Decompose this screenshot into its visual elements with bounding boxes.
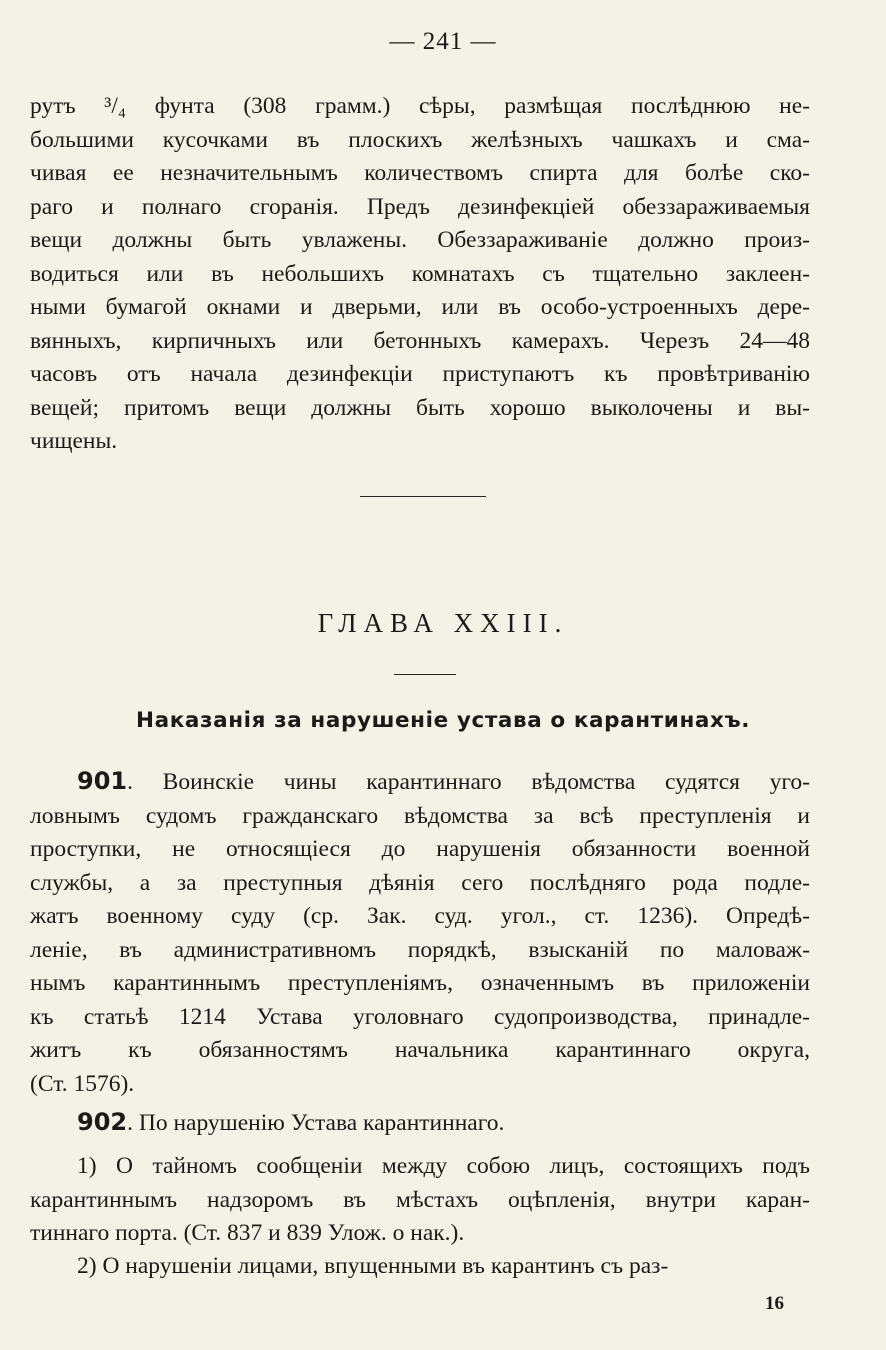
- text-line: раго и полнаго сгоранія. Предъ дезинфекціей обеззараживаемыя: [30, 193, 810, 220]
- text-line: вещей; притомъ вещи должны быть хорошо выколочены и вы-: [30, 394, 810, 421]
- article-number: 902: [77, 1108, 128, 1136]
- text-line: леніе, въ административномъ порядкѣ, взысканій по маловаж-: [30, 936, 810, 963]
- text-line: ловнымъ судомъ гражданскаго вѣдомства за всѣ преступленія и: [30, 802, 810, 829]
- text-line: рутъ ³/₄ фунта (308 грамм.) сѣры, размѣщая послѣднюю не-: [30, 93, 810, 119]
- text-line: [30, 1106, 810, 1141]
- text-line: [30, 765, 810, 800]
- article-902: [30, 1106, 810, 1141]
- page-number: — 241 —: [389, 28, 497, 55]
- text-line: вянныхъ, кирпичныхъ или бетонныхъ камерахъ. Черезъ 24—48: [30, 327, 810, 354]
- text-line: къ статьѣ 1214 Устава уголовнаго судопроизводства, принадле-: [30, 1003, 810, 1030]
- text-line: житъ къ обязанностямъ начальника карантиннаго округа,: [30, 1037, 810, 1063]
- text-line: (Ст. 1576).: [30, 1070, 135, 1097]
- list-item-2: [30, 1250, 810, 1284]
- list-item-1: [30, 1150, 810, 1251]
- text-line: большими кусочками въ плоскихъ желѣзныхъ чашкахъ и сма-: [30, 126, 810, 153]
- text-line: нымъ карантиннымъ преступленіямъ, означеннымъ въ приложеніи: [30, 970, 810, 996]
- chapter-divider: [394, 674, 456, 675]
- printer-signature: 16: [765, 1293, 784, 1314]
- text-line: карантиннымъ надзоромъ въ мѣстахъ оцѣпленія, внутри каран-: [30, 1186, 810, 1213]
- text-line: ными бумагой окнами и дверьми, или въ особо-устроенныхъ дере-: [30, 294, 810, 320]
- text-line: чищены.: [30, 428, 118, 454]
- article-text: . По нарушенію Устава карантиннаго.: [127, 1110, 505, 1136]
- text-line: тиннаго порта. (Ст. 837 и 839 Улож. о нак.).: [30, 1220, 465, 1246]
- text-line: проступки, не относящіеся до нарушенія обязанности военной: [30, 836, 810, 862]
- text-line: часовъ отъ начала дезинфекціи приступаютъ къ провѣтриванію: [30, 361, 810, 387]
- text-line: жатъ военному суду (ср. Зак. суд. угол., ст. 1236). Опредѣ-: [30, 903, 810, 929]
- intro-paragraph: [30, 90, 810, 459]
- section-title: Наказанія за нарушеніе устава о карантинахъ.: [136, 708, 750, 733]
- text-line: службы, а за преступныя дѣянія сего послѣдняго рода подле-: [30, 869, 810, 896]
- article-901: [30, 765, 810, 1101]
- section-divider: [360, 496, 486, 497]
- chapter-title: ГЛАВА XXIII.: [317, 608, 569, 638]
- text-line: водиться или въ небольшихъ комнатахъ съ тщательно заклеен-: [30, 260, 810, 287]
- text-line: 1) О тайномъ сообщеніи между собою лицъ, состоящихъ подъ: [77, 1153, 810, 1179]
- text-line: 2) О нарушеніи лицами, впущенными въ карантинъ съ раз-: [77, 1253, 669, 1279]
- text-line: вещи должны быть увлажены. Обеззараживаніе должно произ-: [30, 227, 810, 253]
- article-number: 901: [77, 767, 128, 795]
- article-text: . Воинскіе чины карантиннаго вѣдомства судятся уго-: [127, 769, 810, 795]
- text-line: чивая ее незначительнымъ количествомъ спирта для болѣе ско-: [30, 160, 810, 186]
